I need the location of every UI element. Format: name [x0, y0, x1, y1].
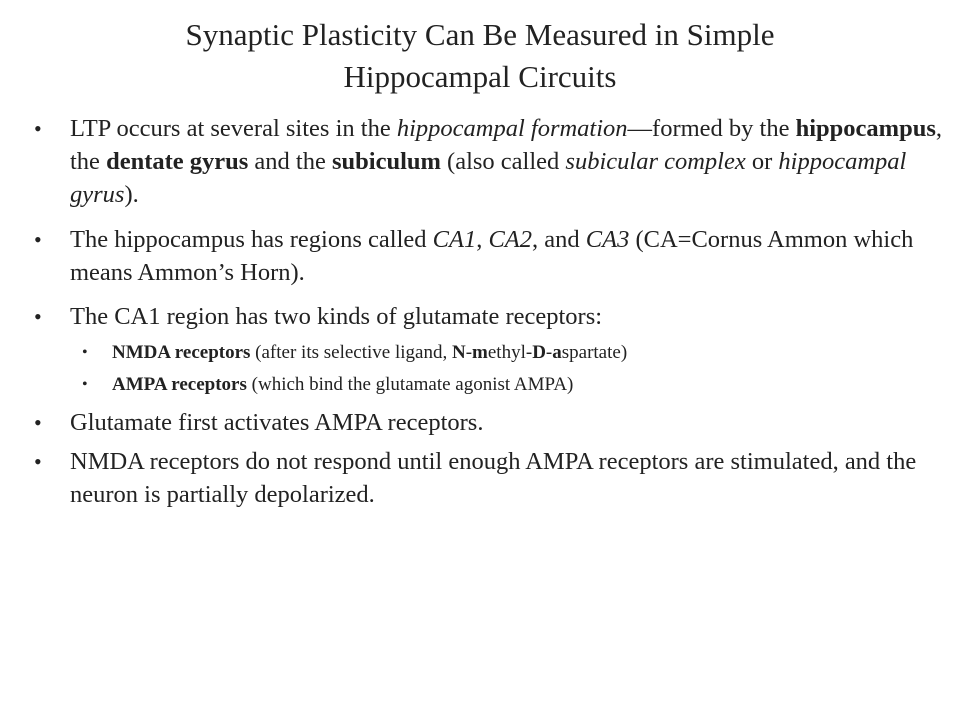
sub-bullet-item — [34, 340, 954, 366]
bullet-list — [34, 112, 954, 511]
sub-bullet-item — [34, 372, 954, 398]
bullet-item — [34, 300, 954, 333]
bullet-item — [34, 223, 954, 289]
bullet-marker: • — [34, 449, 42, 474]
slide-title — [80, 14, 880, 98]
bullet-item — [34, 406, 954, 439]
bullet-marker: • — [34, 410, 42, 435]
bullet-marker: • — [34, 304, 42, 329]
title-line-2: Hippocampal Circuits — [343, 59, 617, 94]
bullet-text: The hippocampus has regions called CA1, CA2, and CA3 (CA=Cornus Ammon which means Ammon’s Horn). — [70, 226, 914, 286]
bullet-text: NMDA receptors do not respond until enough AMPA receptors are stimulated, and the neuron is partially depolarized. — [70, 448, 917, 508]
bullet-text: LTP occurs at several sites in the hippocampal formation—formed by the hippocampus, the dentate gyrus and the subiculum (also called subicular complex or hippocampal gyrus). — [70, 115, 942, 208]
bullet-marker: • — [34, 116, 42, 141]
bullet-text: The CA1 region has two kinds of glutamate receptors: — [70, 303, 603, 330]
title-line-1: Synaptic Plasticity Can Be Measured in Simple — [185, 17, 775, 52]
sub-bullet-text: NMDA receptors (after its selective ligand, N-methyl-D-aspartate) — [112, 342, 628, 363]
bullet-marker: • — [34, 227, 42, 252]
sub-bullet-marker: • — [82, 376, 88, 393]
sub-bullet-marker: • — [82, 344, 88, 361]
bullet-item — [34, 112, 954, 211]
sub-bullet-text: AMPA receptors (which bind the glutamate agonist AMPA) — [112, 374, 574, 395]
bullet-text: Glutamate first activates AMPA receptors. — [70, 409, 484, 436]
bullet-item — [34, 445, 954, 511]
